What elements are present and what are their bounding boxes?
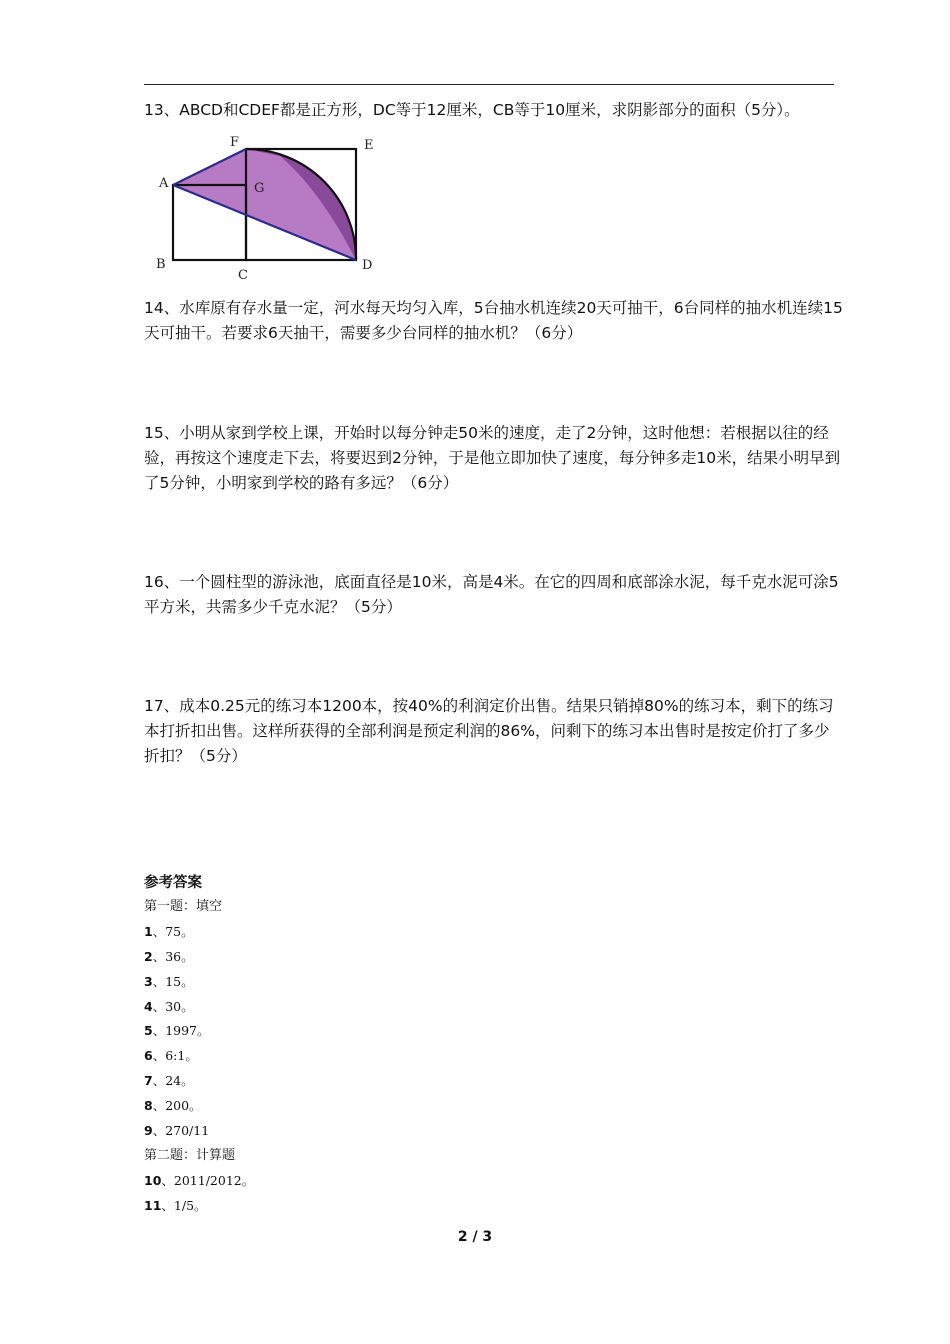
label-g: G	[254, 181, 265, 196]
header-rule	[144, 84, 834, 85]
answer-item: 9、270/11	[144, 1123, 210, 1139]
label-d: D	[362, 258, 373, 273]
question-16: 16、一个圆柱型的游泳池，底面直径是10米，高是4米。在它的四周和底部涂水泥，每千克水泥可涂5平方米，共需多少千克水泥？（5分）	[144, 573, 839, 616]
answer-item: 4、30。	[144, 998, 194, 1014]
answer-item: 10、2011/2012。	[144, 1172, 255, 1188]
label-b: B	[156, 257, 166, 272]
answer-item: 6、6:1。	[144, 1048, 198, 1064]
answer-item: 8、200。	[144, 1098, 202, 1114]
question-15: 15、小明从家到学校上课，开始时以每分钟走50米的速度，走了2分钟，这时他想：若根据以往的经验，再按这个速度走下去，将要迟到2分钟，于是他立即加快了速度，每分钟多走10米，结果小明早到了5分钟，小明家到学校的路有多远？（6分）	[144, 424, 841, 492]
answer-section-1: 第一题：填空	[144, 899, 223, 914]
answers-list	[144, 895, 254, 1219]
answers-title: 参考答案	[144, 874, 202, 891]
question-14: 14、水库原有存水量一定，河水每天均匀入库，5台抽水机连续20天可抽干，6台同样的抽水机连续15天可抽干。若要求6天抽干，需要多少台同样的抽水机？（6分）	[144, 299, 843, 342]
label-e: E	[364, 138, 374, 153]
answer-item: 5、1997。	[144, 1023, 210, 1039]
answer-item: 3、15。	[144, 973, 194, 989]
answer-item: 1、75。	[144, 923, 194, 939]
question-13: 13、ABCD和CDEF都是正方形，DC等于12厘米，CB等于10厘米，求阴影部分的面积（5分）。	[144, 101, 800, 119]
answer-section-2: 第二题：计算题	[144, 1147, 236, 1163]
page-number: 2 / 3	[457, 1229, 493, 1245]
question-17: 17、成本0.25元的练习本1200本，按40%的利润定价出售。结果只销掉80%的练习本，剩下的练习本打折扣出售。这样所获得的全部利润是预定利润的86%，问剩下的练习本出售时是按定价打了多少折扣？（5分）	[144, 697, 834, 765]
answer-item: 7、24。	[144, 1073, 194, 1089]
answer-item: 2、36。	[144, 948, 194, 964]
answer-item: 11、1/5。	[144, 1197, 207, 1213]
label-f: F	[230, 135, 240, 150]
label-c: C	[238, 268, 248, 280]
label-a: A	[159, 176, 169, 191]
geometry-figure	[150, 130, 390, 280]
